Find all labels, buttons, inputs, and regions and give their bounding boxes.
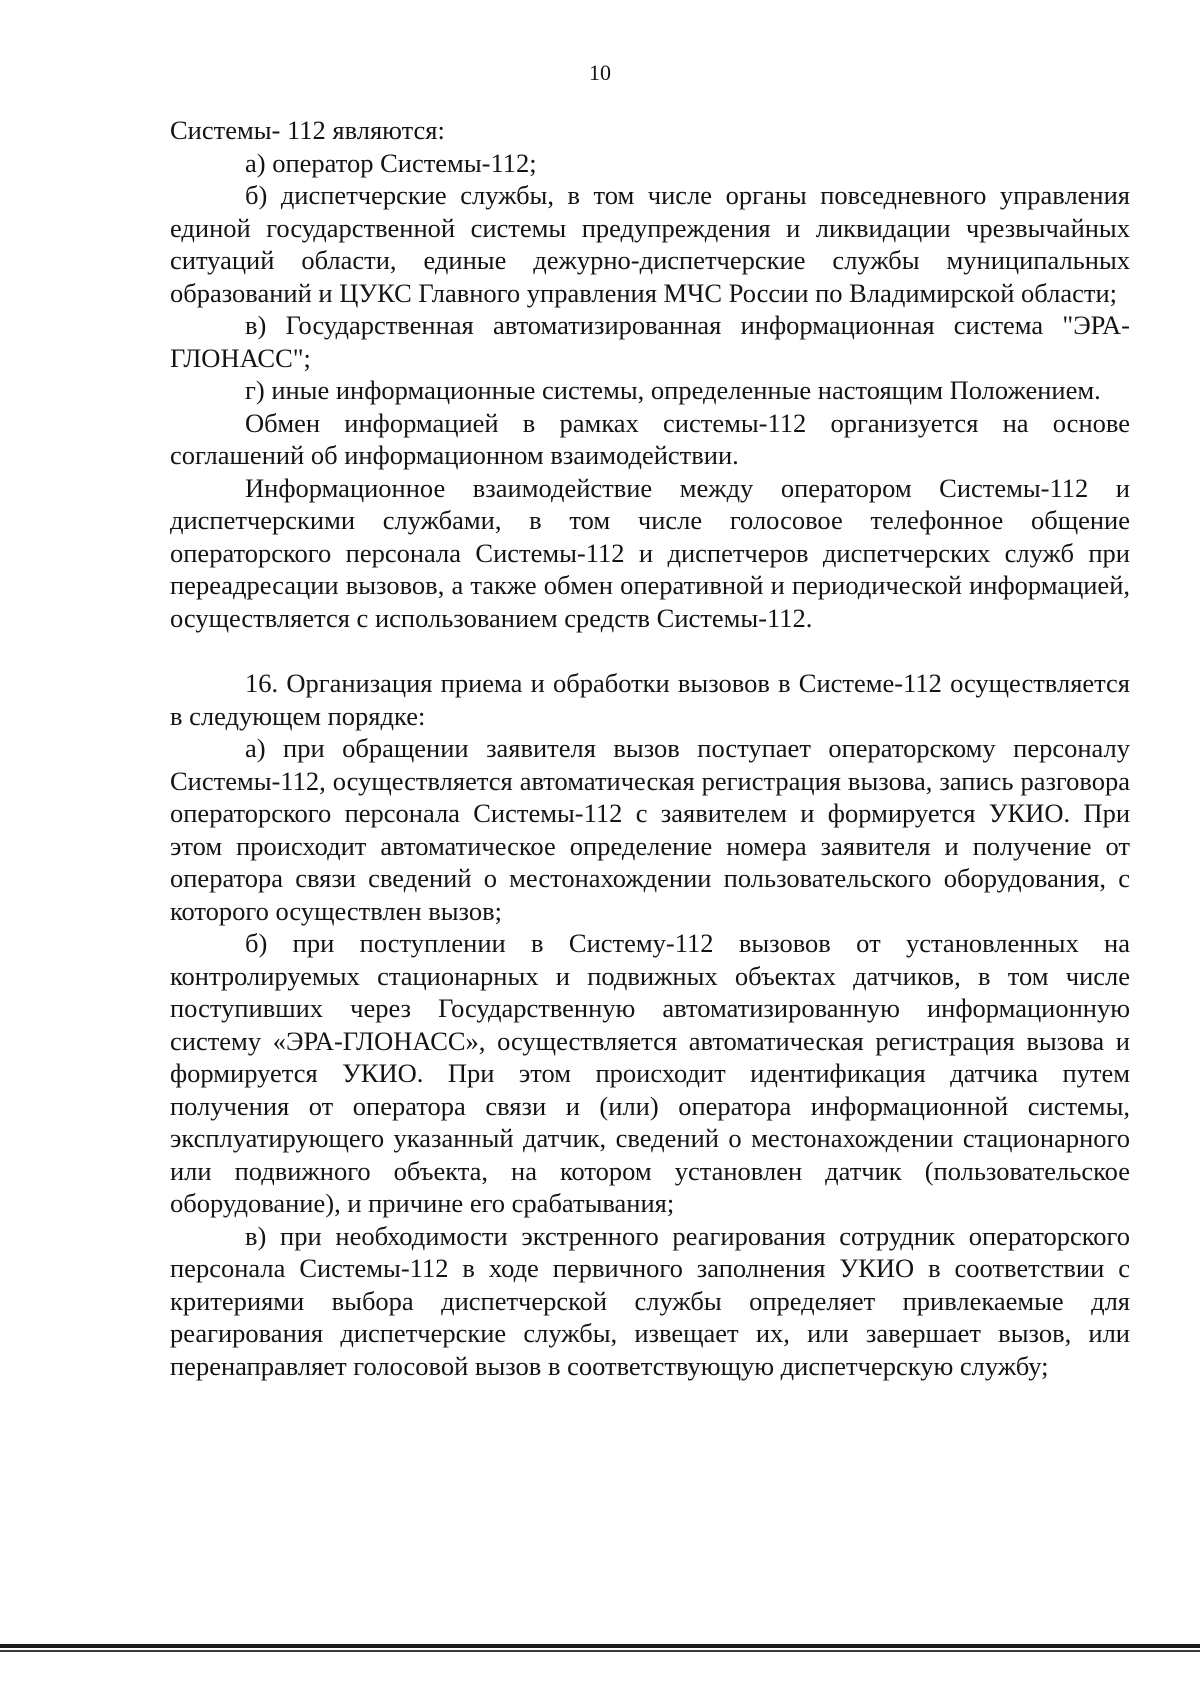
list-item-16a: а) при обращении заявителя вызов поступает операторскому персоналу Системы-112, осуществляется автоматическая регистрация вызова, запись разговора операторского персонала Системы-112 с заявителем и формируется УКИО. При этом происходит автоматическое определение номера заявителя и получение от оператора связи сведений о местонахождении пользовательского оборудования, с которого осуществлен вызов; bbox=[170, 733, 1130, 926]
list-item-16b: б) при поступлении в Систему-112 вызовов от установленных на контролируемых стационарных и подвижных объектах датчиков, в том числе поступивших через Государственную автоматизированную информационную систему «ЭРА-ГЛОНАСС», осуществляется автоматическая регистрация вызова и формируется УКИО. При этом происходит идентификация датчика путем получения от оператора связи и (или) оператора информационной системы, эксплуатирующего указанный датчик, сведений о местонахождении стационарного или подвижного объекта, на котором установлен датчик (пользовательское оборудование), и причине его срабатывания; bbox=[170, 928, 1130, 1218]
paragraph-information-interaction: Информационное взаимодействие между оператором Системы-112 и диспетчерскими службами, в том числе голосовое телефонное общение операторского персонала Системы-112 и диспетчеров диспетчерских служб при переадресации вызовов, а также обмен оперативной и периодической информацией, осуществляется с использованием средств Системы-112. bbox=[170, 472, 1130, 633]
section-spacer bbox=[170, 634, 1130, 667]
scan-bottom-edge bbox=[0, 1644, 1200, 1648]
list-item-v-era-glonass: в) Государственная автоматизированная информационная система "ЭРА- ГЛОНАСС"; bbox=[170, 310, 1130, 373]
paragraph-systems-are: Системы- 112 являются: bbox=[170, 115, 445, 145]
list-item-b-dispatch-services: б) диспетчерские службы, в том числе органы повседневного управления единой государственной системы предупреждения и ликвидации чрезвычайных ситуаций области, единые дежурно-диспетчерские службы муниципальных образований и ЦУКС Главного управления МЧС России по Владимирской области; bbox=[170, 180, 1130, 308]
document-body bbox=[170, 114, 1130, 1382]
list-item-a-operator: а) оператор Системы-112; bbox=[245, 147, 537, 178]
paragraph-information-exchange: Обмен информацией в рамках системы-112 организуется на основе соглашений об информационном взаимодействии. bbox=[170, 407, 1130, 470]
list-item-16v: в) при необходимости экстренного реагирования сотрудник операторского персонала Системы-112 в ходе первичного заполнения УКИО в соответствии с критериями выбора диспетчерской службы определяет привлекаемые для реагирования диспетчерские службы, извещает их, или завершает вызов, или перенаправляет голосовой вызов в соответствующую диспетчерскую службу; bbox=[170, 1220, 1130, 1381]
list-item-g-other-systems: г) иные информационные системы, определенные настоящим Положением. bbox=[245, 375, 1101, 405]
page-number: 10 bbox=[589, 60, 611, 85]
scan-bottom-edge-shadow bbox=[0, 1650, 1200, 1652]
section-16-heading: 16. Организация приема и обработки вызовов в Системе-112 осуществляется в следующем порядке: bbox=[170, 668, 1130, 731]
